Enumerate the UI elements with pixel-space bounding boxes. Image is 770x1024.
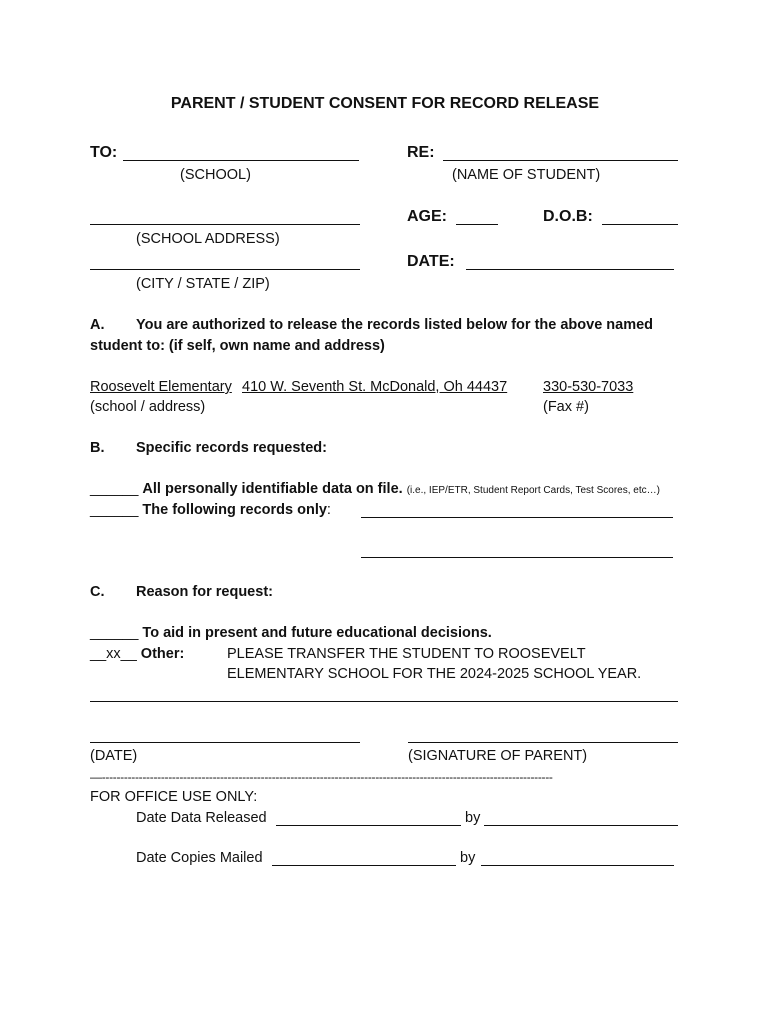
school-address-sub-caption: (school / address) <box>90 399 206 415</box>
all-records-blank[interactable]: ______ <box>90 481 139 497</box>
mailed-by-field[interactable] <box>481 865 674 866</box>
all-records-option[interactable] <box>90 482 660 497</box>
date-field[interactable] <box>466 269 674 270</box>
following-records-option[interactable] <box>90 503 331 518</box>
signature-date-field[interactable] <box>90 742 360 743</box>
other-reason-line-2: ELEMENTARY SCHOOL FOR THE 2024-2025 SCHOOL YEAR. <box>227 666 642 682</box>
city-state-zip-field[interactable] <box>90 269 360 270</box>
records-line-1[interactable] <box>361 517 673 518</box>
records-line-2[interactable] <box>361 557 673 558</box>
parent-signature-caption: (SIGNATURE OF PARENT) <box>408 748 588 764</box>
educational-decisions-label: To aid in present and future educational decisions. <box>142 625 492 641</box>
released-by-field[interactable] <box>484 825 678 826</box>
section-c-heading: Reason for request: <box>136 584 273 600</box>
date-mailed-field[interactable] <box>272 865 456 866</box>
student-name-field[interactable] <box>443 160 678 161</box>
all-records-label: All personally identifiable data on file. <box>142 481 403 497</box>
date-label: DATE: <box>407 253 455 270</box>
reason-line[interactable] <box>90 701 678 702</box>
signature-date-caption: (DATE) <box>90 748 138 764</box>
to-school-field[interactable] <box>123 160 359 161</box>
office-separator: —-------------------------------------------------------------------------------------------------------------------------- <box>90 771 553 783</box>
other-mark[interactable]: __xx__ <box>90 646 137 662</box>
re-label: RE: <box>407 144 435 161</box>
fax-caption: (Fax #) <box>543 399 589 415</box>
age-field[interactable] <box>456 224 498 225</box>
other-label: Other: <box>140 646 185 662</box>
section-b-letter: B. <box>90 440 105 456</box>
section-a-letter: A. <box>90 317 105 333</box>
recipient-address: 410 W. Seventh St. McDonald, Oh 44437 <box>242 379 508 395</box>
recipient-school-name: Roosevelt Elementary <box>90 379 232 395</box>
school-caption: (SCHOOL) <box>180 167 251 183</box>
all-records-note: (i.e., IEP/ETR, Student Report Cards, Test Scores, etc…) <box>406 485 660 496</box>
student-caption: (NAME OF STUDENT) <box>452 167 601 183</box>
following-records-colon: : <box>326 502 331 518</box>
date-released-label: Date Data Released <box>136 810 267 826</box>
city-caption: (CITY / STATE / ZIP) <box>136 276 270 292</box>
date-mailed-label: Date Copies Mailed <box>136 850 263 866</box>
dob-field[interactable] <box>602 224 678 225</box>
school-address-field[interactable] <box>90 224 360 225</box>
parent-signature-field[interactable] <box>408 742 678 743</box>
recipient-fax: 330-530-7033 <box>543 379 634 395</box>
section-a-text-2: student to: (if self, own name and address) <box>90 338 385 354</box>
following-records-blank[interactable]: ______ <box>90 502 139 518</box>
educational-decisions-blank[interactable]: ______ <box>90 625 139 641</box>
following-records-label: The following records only <box>142 502 327 518</box>
section-b-heading: Specific records requested: <box>136 440 327 456</box>
mailed-by-label: by <box>460 850 476 866</box>
school-address-caption: (SCHOOL ADDRESS) <box>136 231 280 247</box>
date-released-field[interactable] <box>276 825 461 826</box>
office-heading: FOR OFFICE USE ONLY: <box>90 789 258 805</box>
section-a-text-1: You are authorized to release the records listed below for the above named <box>136 317 654 333</box>
to-label: TO: <box>90 144 118 161</box>
dob-label: D.O.B: <box>543 208 593 225</box>
other-reason-line-1: PLEASE TRANSFER THE STUDENT TO ROOSEVELT <box>227 646 586 662</box>
educational-decisions-option[interactable] <box>90 626 492 641</box>
page-title: PARENT / STUDENT CONSENT FOR RECORD RELEASE <box>170 95 600 112</box>
age-label: AGE: <box>407 208 447 225</box>
other-option[interactable] <box>90 647 184 662</box>
released-by-label: by <box>465 810 481 826</box>
section-c-letter: C. <box>90 584 105 600</box>
